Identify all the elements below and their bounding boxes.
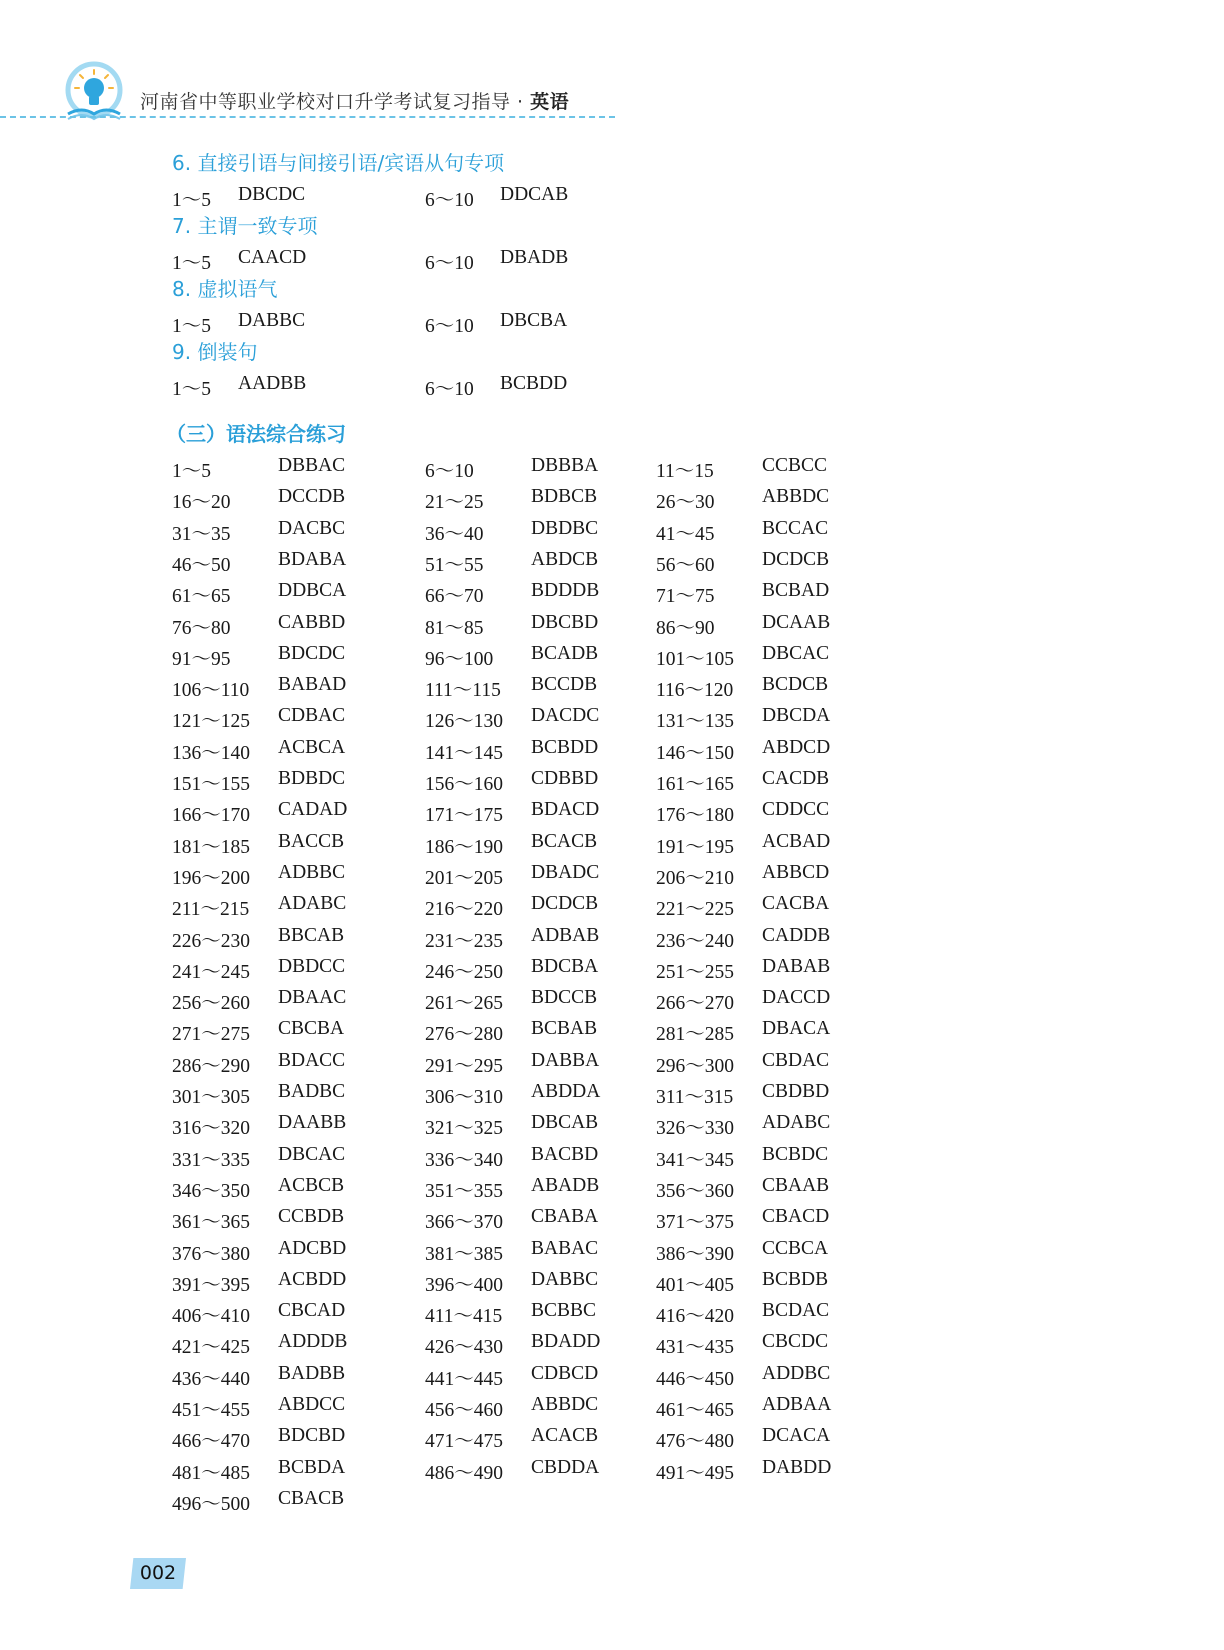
question-range: 296～300: [656, 1056, 735, 1077]
answer-letters: BCCDB: [531, 674, 598, 695]
question-range: 396～400: [425, 1275, 504, 1296]
answer-letters: ABDCD: [762, 737, 831, 758]
question-range: 361～365: [172, 1212, 251, 1233]
question-range: 116～120: [656, 680, 734, 701]
answer-letters: DCACA: [762, 1425, 831, 1446]
answer-letters: CBACD: [762, 1206, 830, 1227]
answer-letters: CBDBD: [762, 1081, 830, 1102]
answer-letters: ACACB: [531, 1425, 599, 1446]
question-range: 466～470: [172, 1431, 251, 1452]
question-range: 51～55: [425, 555, 484, 576]
answer-letters: ACBDD: [278, 1269, 347, 1290]
answer-letters: ABADB: [531, 1175, 600, 1196]
answer-letters: DABBC: [238, 310, 306, 331]
answer-letters: BACCB: [278, 831, 345, 852]
section-title: （三）语法综合练习: [166, 422, 346, 446]
answer-letters: DBCBA: [500, 310, 568, 331]
answer-letters: ACBCB: [278, 1175, 345, 1196]
question-range: 16～20: [172, 492, 231, 513]
question-range: 6～10: [425, 190, 474, 211]
question-range: 196～200: [172, 868, 251, 889]
question-range: 1～5: [172, 379, 212, 400]
answer-letters: DBBBA: [531, 455, 599, 476]
question-range: 191～195: [656, 837, 735, 858]
answer-letters: ADDBC: [762, 1363, 831, 1384]
question-range: 111～115: [425, 680, 501, 701]
answer-letters: CBABA: [531, 1206, 599, 1227]
question-range: 176～180: [656, 805, 735, 826]
answer-letters: DABDD: [762, 1457, 832, 1478]
question-range: 431～435: [656, 1337, 735, 1358]
page-number: 002: [139, 1562, 177, 1584]
question-range: 261～265: [425, 993, 504, 1014]
question-range: 71～75: [656, 586, 715, 607]
answer-letters: ABBCD: [762, 862, 830, 883]
question-range: 326～330: [656, 1118, 735, 1139]
answer-letters: BDCBA: [531, 956, 599, 977]
answer-letters: BABAD: [278, 674, 347, 695]
question-range: 286～290: [172, 1056, 251, 1077]
answer-letters: ACBAD: [762, 831, 831, 852]
answer-letters: BACBD: [531, 1144, 599, 1165]
answer-letters: BCDCB: [762, 674, 829, 695]
question-range: 401～405: [656, 1275, 735, 1296]
answer-letters: CABBD: [278, 612, 346, 633]
question-range: 96～100: [425, 649, 494, 670]
answer-letters: DABBC: [531, 1269, 599, 1290]
answer-letters: CDBAC: [278, 705, 346, 726]
answer-letters: BCBDD: [531, 737, 599, 758]
question-range: 256～260: [172, 993, 251, 1014]
question-range: 481～485: [172, 1463, 251, 1484]
question-range: 146～150: [656, 743, 735, 764]
answer-letters: ADBAB: [531, 925, 600, 946]
question-range: 461～465: [656, 1400, 735, 1421]
question-range: 31～35: [172, 524, 231, 545]
answer-letters: CDBBD: [531, 768, 599, 789]
answer-letters: BCADB: [531, 643, 599, 664]
section-title: 6. 直接引语与间接引语/宾语从句专项: [172, 151, 505, 175]
answer-letters: ACBCA: [278, 737, 346, 758]
answer-letters: DBACA: [762, 1018, 831, 1039]
answer-letters: ADBAA: [762, 1394, 832, 1415]
section-title: 9. 倒装句: [172, 340, 258, 364]
answer-letters: BCBDD: [500, 373, 568, 394]
answer-letters: DBDBC: [531, 518, 599, 539]
answer-letters: CBCAD: [278, 1300, 346, 1321]
question-range: 311～315: [656, 1087, 734, 1108]
question-range: 6～10: [425, 379, 474, 400]
answer-letters: BCBAD: [762, 580, 830, 601]
question-range: 6～10: [425, 461, 474, 482]
question-range: 476～480: [656, 1431, 735, 1452]
question-range: 1～5: [172, 461, 212, 482]
question-range: 201～205: [425, 868, 504, 889]
question-range: 356～360: [656, 1181, 735, 1202]
answer-letters: DBBAC: [278, 455, 346, 476]
question-range: 456～460: [425, 1400, 504, 1421]
question-range: 231～235: [425, 931, 504, 952]
answer-letters: BCBBC: [531, 1300, 597, 1321]
answer-letters: BDACC: [278, 1050, 346, 1071]
answer-letters: DCAAB: [762, 612, 831, 633]
question-range: 271～275: [172, 1024, 251, 1045]
answer-letters: BDCDC: [278, 643, 346, 664]
answer-letters: BDACD: [531, 799, 600, 820]
answer-letters: DBDCC: [278, 956, 346, 977]
answer-letters: ADDDB: [278, 1331, 348, 1352]
answer-letters: DBAAC: [278, 987, 347, 1008]
question-range: 266～270: [656, 993, 735, 1014]
question-range: 1～5: [172, 190, 212, 211]
answer-letters: ADABC: [278, 893, 347, 914]
question-range: 291～295: [425, 1056, 504, 1077]
question-range: 351～355: [425, 1181, 504, 1202]
question-range: 301～305: [172, 1087, 251, 1108]
page-header: [0, 0, 620, 125]
question-range: 21～25: [425, 492, 484, 513]
answer-letters: CBAAB: [762, 1175, 830, 1196]
question-range: 276～280: [425, 1024, 504, 1045]
question-range: 406～410: [172, 1306, 251, 1327]
answer-letters: ABBDC: [762, 486, 830, 507]
answer-letters: CCBCA: [762, 1238, 829, 1259]
question-range: 46～50: [172, 555, 231, 576]
question-range: 316～320: [172, 1118, 251, 1139]
answer-letters: DACDC: [531, 705, 600, 726]
answer-letters: CBDDA: [531, 1457, 600, 1478]
question-range: 321～325: [425, 1118, 504, 1139]
question-range: 411～415: [425, 1306, 503, 1327]
question-range: 6～10: [425, 316, 474, 337]
question-range: 391～395: [172, 1275, 251, 1296]
answer-letters: BDBCB: [531, 486, 598, 507]
answer-letters: BDDDB: [531, 580, 600, 601]
question-range: 416～420: [656, 1306, 735, 1327]
answer-letters: AADBB: [238, 373, 307, 394]
answer-letters: DCCDB: [278, 486, 346, 507]
answer-letters: BABAC: [531, 1238, 599, 1259]
question-range: 336～340: [425, 1150, 504, 1171]
answer-letters: CCBDB: [278, 1206, 345, 1227]
answer-letters: DBCBD: [531, 612, 599, 633]
answer-letters: DACCD: [762, 987, 831, 1008]
answer-letters: ADBBC: [278, 862, 346, 883]
question-range: 436～440: [172, 1369, 251, 1390]
answer-letters: BDCCB: [531, 987, 598, 1008]
question-range: 371～375: [656, 1212, 735, 1233]
answer-letters: DDCAB: [500, 184, 569, 205]
answer-letters: BCDAC: [762, 1300, 830, 1321]
answer-letters: CDDCC: [762, 799, 830, 820]
question-range: 186～190: [425, 837, 504, 858]
question-range: 76～80: [172, 618, 231, 639]
question-range: 6～10: [425, 253, 474, 274]
question-range: 346～350: [172, 1181, 251, 1202]
answer-letters: CBDAC: [762, 1050, 830, 1071]
question-range: 1～5: [172, 316, 212, 337]
question-range: 306～310: [425, 1087, 504, 1108]
answer-letters: BCBDB: [762, 1269, 829, 1290]
answer-letters: ADABC: [762, 1112, 831, 1133]
answer-letters: BADBB: [278, 1363, 346, 1384]
answer-letters: CBCDC: [762, 1331, 829, 1352]
answer-letters: CACDB: [762, 768, 830, 789]
question-range: 386～390: [656, 1244, 735, 1265]
question-range: 281～285: [656, 1024, 735, 1045]
answer-letters: BCCAC: [762, 518, 829, 539]
question-range: 41～45: [656, 524, 715, 545]
question-range: 181～185: [172, 837, 251, 858]
question-range: 236～240: [656, 931, 735, 952]
question-range: 161～165: [656, 774, 735, 795]
answer-letters: BCBAB: [531, 1018, 598, 1039]
answer-letters: BBCAB: [278, 925, 345, 946]
question-range: 136～140: [172, 743, 251, 764]
answer-letters: DBADB: [500, 247, 569, 268]
book-title: 河南省中等职业学校对口升学考试复习指导 · 英语: [140, 91, 570, 113]
answer-letters: DAABB: [278, 1112, 347, 1133]
answer-letters: DBCDA: [762, 705, 831, 726]
answer-letters: DABAB: [762, 956, 831, 977]
answer-letters: BDBDC: [278, 768, 346, 789]
question-range: 221～225: [656, 899, 735, 920]
question-range: 381～385: [425, 1244, 504, 1265]
answer-letters: BDADD: [531, 1331, 601, 1352]
section-title: 7. 主谓一致专项: [172, 214, 318, 238]
answer-letters: DACBC: [278, 518, 346, 539]
answer-letters: CAACD: [238, 247, 307, 268]
answer-letters: CCBCC: [762, 455, 828, 476]
question-range: 91～95: [172, 649, 231, 670]
question-range: 366～370: [425, 1212, 504, 1233]
question-range: 341～345: [656, 1150, 735, 1171]
answer-letters: DBCAC: [278, 1144, 346, 1165]
answer-letters: DBCAB: [531, 1112, 599, 1133]
question-range: 66～70: [425, 586, 484, 607]
question-range: 86～90: [656, 618, 715, 639]
answer-letters: ABDCC: [278, 1394, 346, 1415]
answer-letters: CBACB: [278, 1488, 345, 1509]
answer-letters: DBCDC: [238, 184, 306, 205]
question-range: 106～110: [172, 680, 250, 701]
question-range: 441～445: [425, 1369, 504, 1390]
question-range: 1～5: [172, 253, 212, 274]
answer-letters: BCBDC: [762, 1144, 829, 1165]
question-range: 81～85: [425, 618, 484, 639]
answer-letters: DDBCA: [278, 580, 347, 601]
answer-letters: CACBA: [762, 893, 830, 914]
question-range: 446～450: [656, 1369, 735, 1390]
question-range: 421～425: [172, 1337, 251, 1358]
question-range: 471～475: [425, 1431, 504, 1452]
answer-letters: CADDB: [762, 925, 831, 946]
question-range: 171～175: [425, 805, 504, 826]
question-range: 151～155: [172, 774, 251, 795]
question-range: 121～125: [172, 711, 251, 732]
question-range: 246～250: [425, 962, 504, 983]
answer-letters: DBCAC: [762, 643, 830, 664]
answer-letters: ABBDC: [531, 1394, 599, 1415]
question-range: 11～15: [656, 461, 714, 482]
question-range: 486～490: [425, 1463, 504, 1484]
answer-letters: DCDCB: [762, 549, 830, 570]
question-range: 496～500: [172, 1494, 251, 1515]
question-range: 61～65: [172, 586, 231, 607]
answer-letters: DBADC: [531, 862, 600, 883]
question-range: 451～455: [172, 1400, 251, 1421]
question-range: 241～245: [172, 962, 251, 983]
answer-letters: CADAD: [278, 799, 348, 820]
section-title: 8. 虚拟语气: [172, 277, 278, 301]
answer-letters: ABDDA: [531, 1081, 601, 1102]
question-range: 131～135: [656, 711, 735, 732]
answer-letters: BDABA: [278, 549, 347, 570]
question-range: 166～170: [172, 805, 251, 826]
answer-letters: DABBA: [531, 1050, 600, 1071]
question-range: 56～60: [656, 555, 715, 576]
question-range: 251～255: [656, 962, 735, 983]
answer-letters: CBCBA: [278, 1018, 345, 1039]
question-range: 206～210: [656, 868, 735, 889]
question-range: 426～430: [425, 1337, 504, 1358]
question-range: 141～145: [425, 743, 504, 764]
answer-letters: ADCBD: [278, 1238, 347, 1259]
question-range: 36～40: [425, 524, 484, 545]
answer-letters: BDCBD: [278, 1425, 346, 1446]
question-range: 491～495: [656, 1463, 735, 1484]
question-range: 26～30: [656, 492, 715, 513]
question-range: 211～215: [172, 899, 250, 920]
header-divider: [0, 116, 615, 118]
answer-letters: BCACB: [531, 831, 598, 852]
question-range: 216～220: [425, 899, 504, 920]
answer-letters: BADBC: [278, 1081, 346, 1102]
question-range: 226～230: [172, 931, 251, 952]
question-range: 101～105: [656, 649, 735, 670]
question-range: 126～130: [425, 711, 504, 732]
answer-letters: DCDCB: [531, 893, 599, 914]
question-range: 376～380: [172, 1244, 251, 1265]
answer-letters: BCBDA: [278, 1457, 346, 1478]
answer-letters: CDBCD: [531, 1363, 599, 1384]
answer-letters: ABDCB: [531, 549, 599, 570]
question-range: 331～335: [172, 1150, 251, 1171]
question-range: 156～160: [425, 774, 504, 795]
